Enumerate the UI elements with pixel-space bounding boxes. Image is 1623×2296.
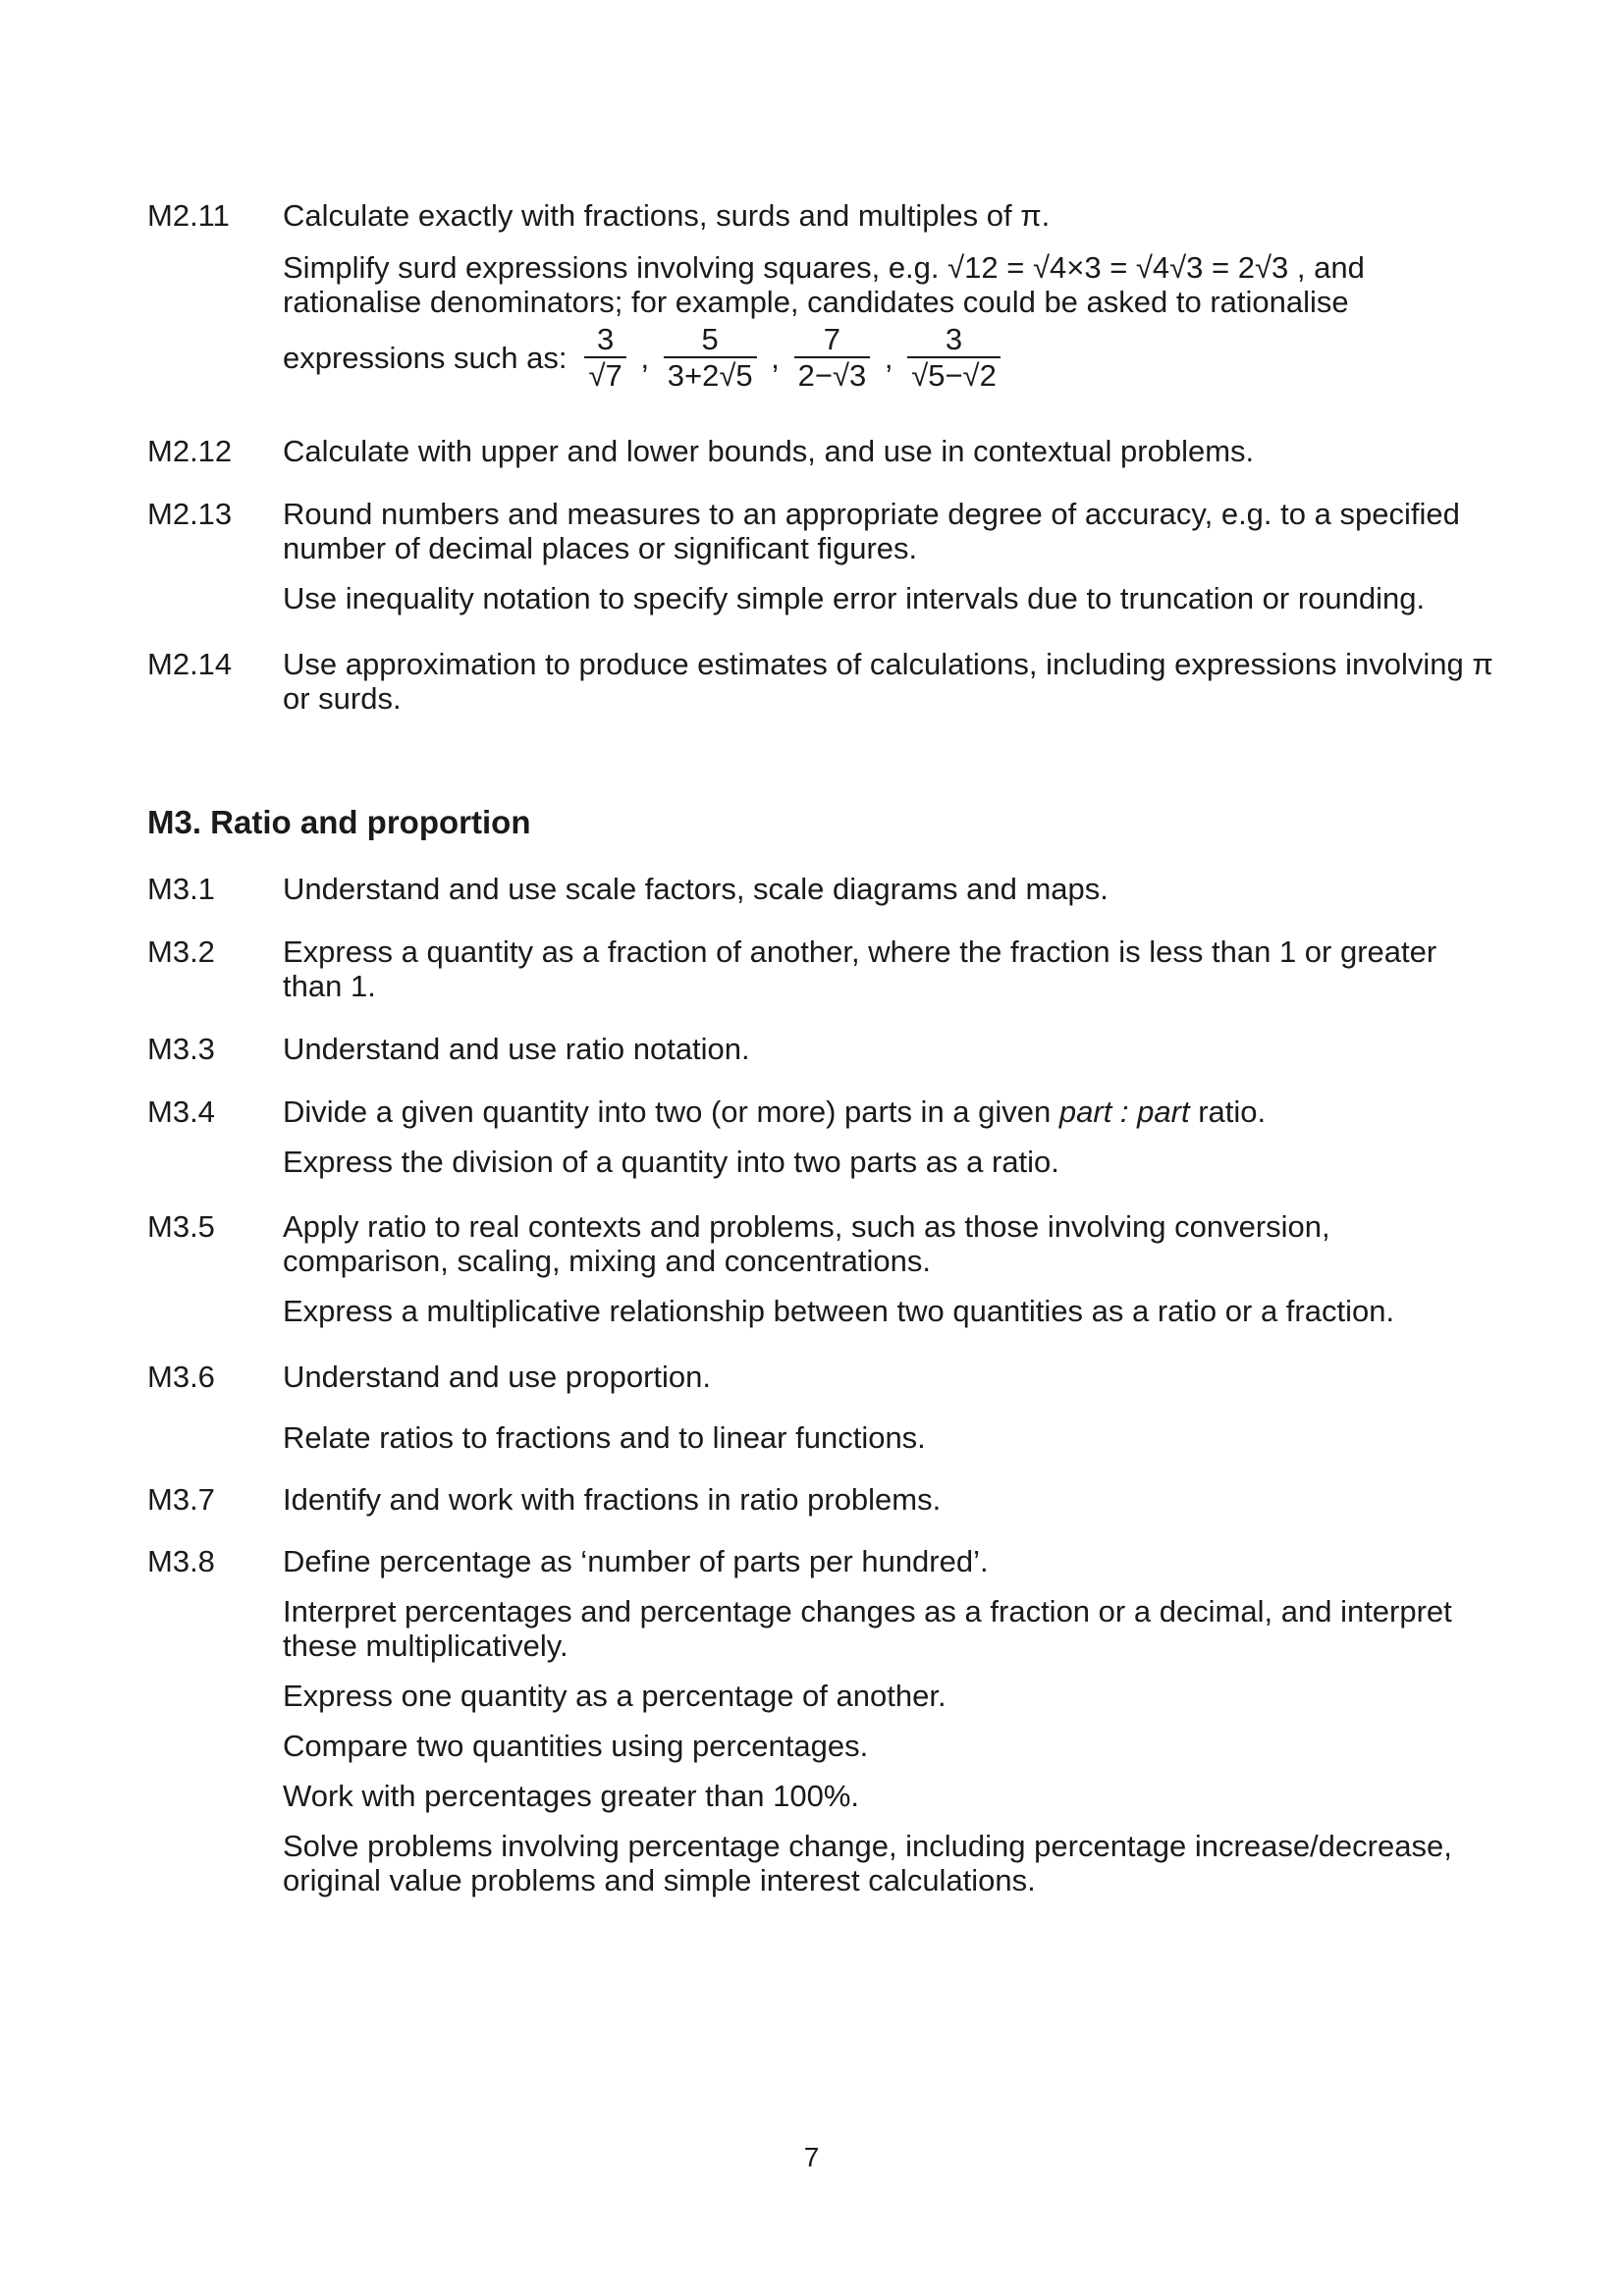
- item-text: Round numbers and measures to an appropriate degree of accuracy, e.g. to a specified number of decimal places or significant figures.: [283, 497, 1460, 565]
- denominator: 3+2√5: [667, 357, 753, 393]
- item-text: Identify and work with fractions in ratio problems.: [283, 1482, 942, 1517]
- item-text: Define percentage as ‘number of parts per hundred’.: [283, 1544, 989, 1578]
- item-content: [283, 1032, 1502, 1082]
- item-code: M3.7: [147, 1482, 215, 1517]
- section-heading: M3. Ratio and proportion: [147, 804, 531, 840]
- item-text: Understand and use proportion.: [283, 1360, 712, 1394]
- denominator: √7: [588, 357, 622, 393]
- item-code: M3.3: [147, 1032, 215, 1066]
- item-text: Relate ratios to fractions and to linear functions.: [283, 1420, 926, 1455]
- separator: ,: [771, 340, 780, 375]
- item-text: Understand and use ratio notation.: [283, 1032, 750, 1066]
- item-text: Work with percentages greater than 100%.: [283, 1779, 860, 1813]
- fraction-examples: [283, 319, 1502, 396]
- fraction: [664, 321, 757, 393]
- page-number: 7: [803, 2142, 820, 2172]
- item-text: Calculate exactly with fractions, surds and multiples of π.: [283, 198, 1051, 233]
- item-text: Use inequality notation to specify simple error intervals due to truncation or rounding.: [283, 581, 1426, 615]
- item-text: Understand and use scale factors, scale diagrams and maps.: [283, 872, 1109, 906]
- item-content: [283, 198, 1502, 396]
- numerator: 5: [664, 325, 757, 358]
- text-segment: expressions such as:: [283, 340, 568, 375]
- item-code: M2.12: [147, 434, 233, 468]
- item-code: M3.4: [147, 1095, 215, 1129]
- text-segment: , and: [1288, 250, 1365, 285]
- item-text: Interpret percentages and percentage changes as a fraction or a decimal, and interpret these multiplicatively.: [283, 1594, 1452, 1663]
- text-segment: Divide a given quantity into two (or more) parts in a given: [283, 1095, 1059, 1129]
- item-text: [283, 250, 1502, 285]
- item-content: [283, 434, 1502, 484]
- denominator: 2−√3: [797, 357, 867, 393]
- fraction: [584, 321, 625, 393]
- item-code: M2.11: [147, 198, 230, 233]
- item-code: M3.2: [147, 934, 215, 969]
- separator: ,: [884, 340, 893, 375]
- denominator: √5−√2: [911, 357, 997, 393]
- item-code: M3.6: [147, 1360, 215, 1394]
- item-content: [283, 647, 1502, 731]
- item-content: [283, 1544, 1502, 1913]
- item-code: M3.5: [147, 1209, 215, 1244]
- item-content: [283, 1209, 1502, 1344]
- separator: ,: [640, 340, 650, 375]
- item-content: [283, 934, 1502, 1019]
- item-text: Compare two quantities using percentages.: [283, 1729, 869, 1763]
- numerator: 3: [584, 325, 625, 358]
- item-text: Express one quantity as a percentage of another.: [283, 1679, 947, 1713]
- item-text: rationalise denominators; for example, candidates could be asked to rationalise: [283, 285, 1349, 319]
- item-code: M3.8: [147, 1544, 215, 1578]
- item-text: Solve problems involving percentage change, including percentage increase/decrease, original value problems and simple interest calculations.: [283, 1829, 1452, 1897]
- item-code: M3.1: [147, 872, 215, 906]
- text-segment: ratio.: [1189, 1095, 1267, 1129]
- numerator: 7: [794, 325, 871, 358]
- item-content: [283, 872, 1502, 922]
- fraction: [794, 321, 871, 393]
- item-text: Express a multiplicative relationship between two quantities as a ratio or a fraction.: [283, 1294, 1395, 1328]
- item-text: Calculate with upper and lower bounds, and use in contextual problems.: [283, 434, 1255, 468]
- item-text: Express a quantity as a fraction of another, where the fraction is less than 1 or greater than 1.: [283, 934, 1437, 1003]
- item-content: [283, 1482, 1502, 1532]
- item-text: Express the division of a quantity into two parts as a ratio.: [283, 1145, 1059, 1179]
- ratio-notation: part : part: [1058, 1095, 1190, 1129]
- math-expression: √12 = √4×3 = √4√3 = 2√3: [947, 250, 1289, 285]
- item-content: [283, 497, 1502, 631]
- item-content: [283, 1360, 1502, 1470]
- text-segment: Simplify surd expressions involving squares, e.g.: [283, 250, 948, 285]
- item-text: Use approximation to produce estimates of calculations, including expressions involving π or surds.: [283, 647, 1493, 716]
- item-code: M2.13: [147, 497, 233, 531]
- fraction: [907, 321, 1001, 393]
- item-text: [283, 1095, 1502, 1129]
- numerator: 3: [907, 325, 1001, 358]
- item-text: Apply ratio to real contexts and problems, such as those involving conversion, comparison, scaling, mixing and concentrations.: [283, 1209, 1330, 1278]
- item-code: M2.14: [147, 647, 233, 681]
- item-content: [283, 1095, 1502, 1195]
